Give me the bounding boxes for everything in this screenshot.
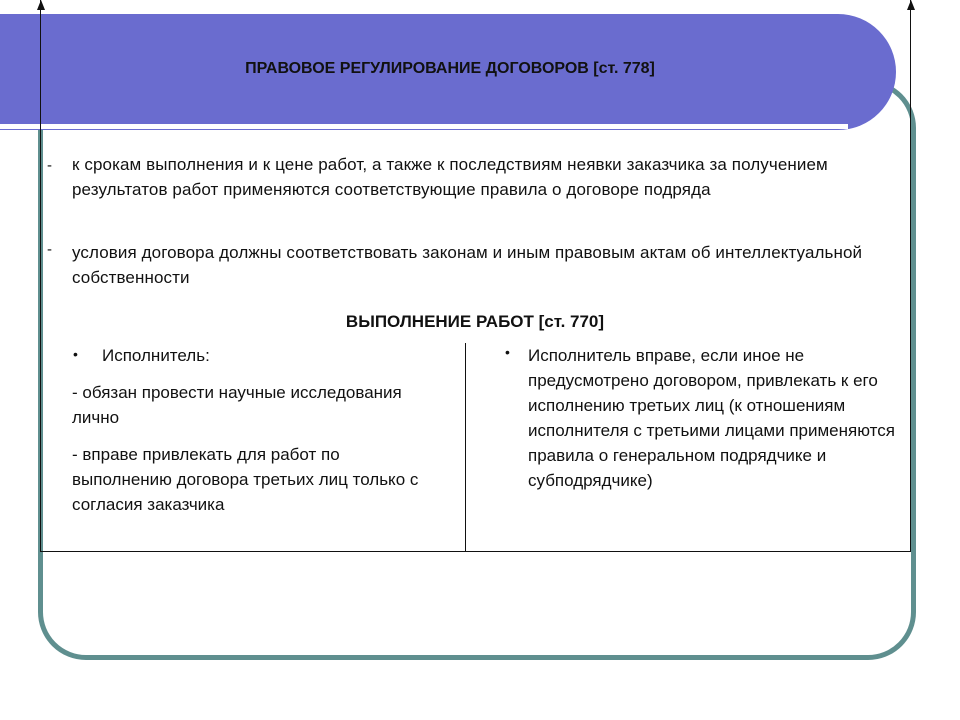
column-divider [465,343,466,551]
right-column-text: Исполнитель вправе, если иное не предусмотрено договором, привлекать к его исполнению третьих лиц (к отношениям исполнителя с третьими лицами применяются правила о генеральном подрядчике и субподрядчике) [528,346,895,490]
left-column-heading: Исполнитель: [102,346,210,365]
slide-title: ПРАВОВОЕ РЕГУЛИРОВАНИЕ ДОГОВОРОВ [ст. 778] [245,60,655,77]
bullet-dot-icon: • [505,344,510,360]
left-item-2: - вправе привлекать для работ по выполнению договора третьих лиц только с согласия заказчика [72,445,419,514]
dash-marker: - [47,157,52,174]
bullet-dot-icon: • [73,346,78,362]
left-item-1: - обязан провести научные исследования лично [72,383,402,427]
right-arrow-icon [907,0,915,10]
left-arrow-icon [37,0,45,10]
banner-stripe [0,124,848,129]
section-title: ВЫПОЛНЕНИЕ РАБОТ [ст. 770] [345,312,605,331]
point-2: условия договора должны соответствовать законам и иным правовым актам об интеллектуальной собственности [72,243,863,287]
point-1: к срокам выполнения и к цене работ, а также к последствиям неявки заказчика за получением результатов работ применяются соответствующие правила о договоре подряда [72,155,828,199]
left-vertical-line [40,0,41,552]
dash-marker: - [47,241,52,258]
bottom-horizontal-line [40,551,911,552]
